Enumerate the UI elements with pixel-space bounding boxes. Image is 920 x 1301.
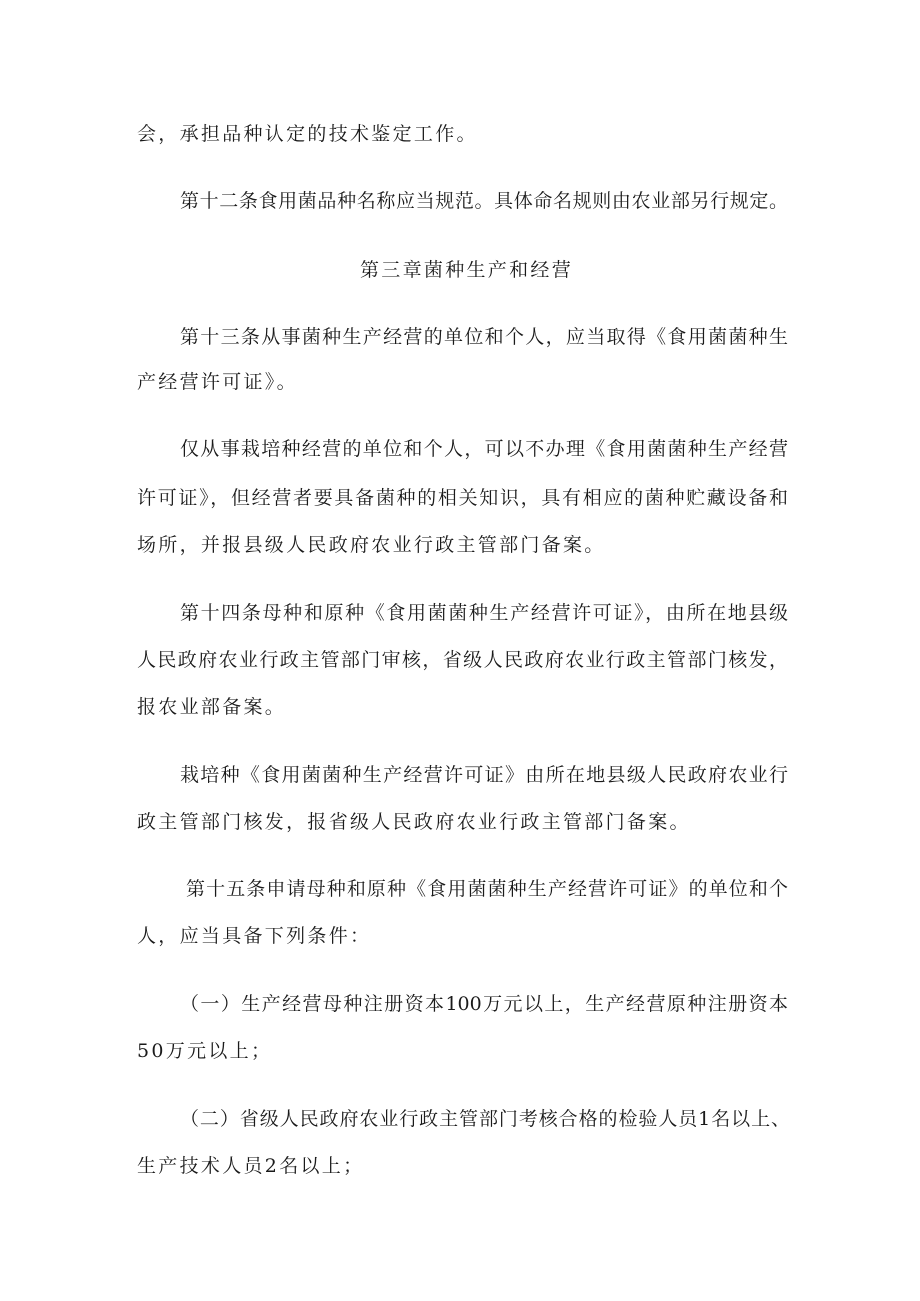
article-12-line: 第十二条食用菌品种名称应当规范。具体命名规则由农业部另行规定。 bbox=[180, 190, 788, 212]
item-2-line-1: （二）省级人民政府农业行政主管部门考核合格的检验人员1名以上、 bbox=[180, 1108, 790, 1130]
article-14-p2-line-1: 栽培种《食用菌菌种生产经营许可证》由所在地县级人民政府农业行 bbox=[180, 764, 788, 786]
article-13-p2-line-1: 仅从事栽培种经营的单位和个人，可以不办理《食用菌菌种生产经营 bbox=[180, 438, 788, 460]
article-13-p2-line-3: 场所，并报县级人民政府农业行政主管部门备案。 bbox=[137, 534, 606, 556]
article-13-p1-line-2: 产经营许可证》。 bbox=[137, 371, 298, 393]
article-13-p1-line-1: 第十三条从事菌种生产经营的单位和个人，应当取得《食用菌菌种生 bbox=[180, 326, 788, 348]
article-15-line-1: 第十五条申请母种和原种《食用菌菌种生产经营许可证》的单位和个 bbox=[186, 878, 788, 900]
article-15-line-2: 人，应当具备下列条件： bbox=[137, 925, 372, 947]
item-1-line-2: 50万元以上； bbox=[137, 1040, 273, 1062]
item-2-line-2: 生产技术人员2名以上； bbox=[137, 1155, 365, 1177]
article-14-p1-line-2: 人民政府农业行政主管部门审核，省级人民政府农业行政主管部门核发， bbox=[137, 649, 788, 671]
paragraph-continued-line: 会，承担品种认定的技术鉴定工作。 bbox=[137, 123, 478, 145]
item-1-line-1: （一）生产经营母种注册资本100万元以上，生产经营原种注册资本 bbox=[180, 993, 788, 1015]
article-13-p2-line-2: 许可证》，但经营者要具备菌种的相关知识，具有相应的菌种贮藏设备和 bbox=[137, 487, 788, 509]
chapter-3-title: 第三章菌种生产和经营 bbox=[360, 259, 574, 281]
article-14-p1-line-1: 第十四条母种和原种《食用菌菌种生产经营许可证》，由所在地县级 bbox=[180, 602, 788, 624]
article-14-p2-line-2: 政主管部门核发，报省级人民政府农业行政主管部门备案。 bbox=[137, 811, 691, 833]
article-14-p1-line-3: 报农业部备案。 bbox=[137, 696, 287, 718]
